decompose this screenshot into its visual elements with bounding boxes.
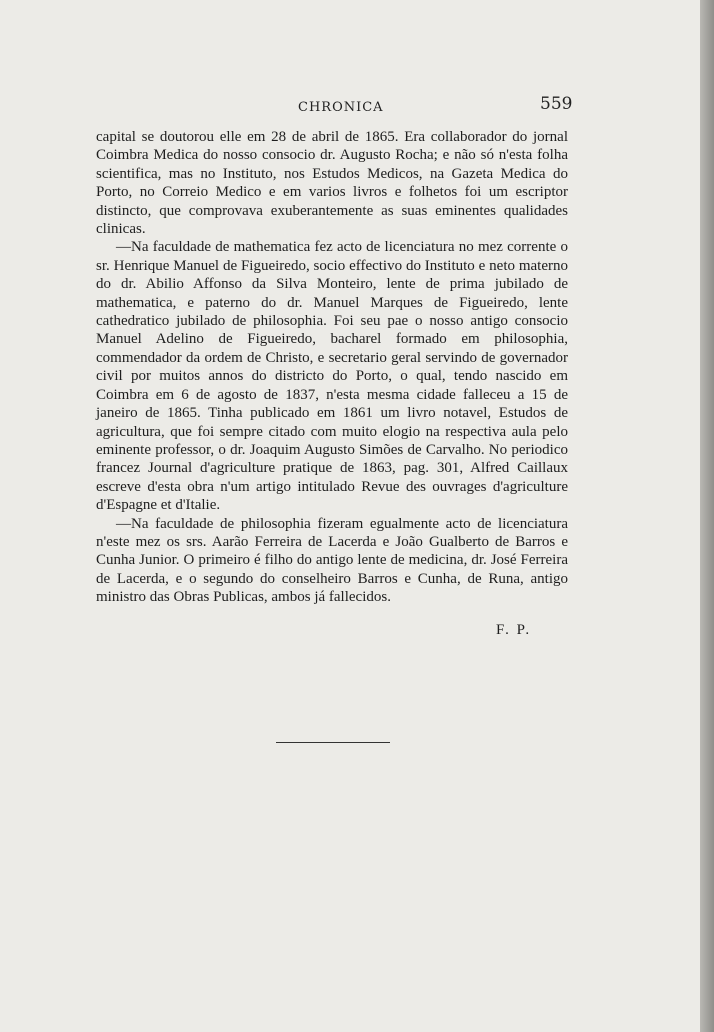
paragraph-continuation: capital se doutorou elle em 28 de abril de 1865. Era collaborador do jornal Coimbra Medica do nosso consocio dr. Augusto Rocha; e não só n'esta folha scientifica, mas no Instituto, nos Estudos Medicos, na Gazeta Medica do Porto, no Correio Medico e em varios livros e folhetos foi um escriptor distincto, que comprovava exuberantemente as suas eminentes qualidades clinicas. [96, 129, 568, 238]
section-divider [276, 742, 390, 743]
paragraph-philosophia: —Na faculdade de philosophia fizeram egualmente acto de licenciatura n'este mez os srs. Aarão Ferreira de Lacerda e João Gualberto de Barros e Cunha Junior. O primeiro é filho do antigo lente de medicina, dr. José Ferreira de Lacerda, e o segundo do conselheiro Barros e Cunha, de Runa, antigo ministro das Obras Publicas, ambos já fallecidos. [96, 515, 568, 606]
author-signature: F. P. [496, 622, 532, 638]
page-edge [700, 0, 714, 1032]
running-head: CHRONICA [298, 100, 384, 115]
page-number: 559 [540, 94, 573, 114]
paragraph-mathematica: —Na faculdade de mathematica fez acto de licenciatura no mez corrente o sr. Henrique Manuel de Figueiredo, socio effectivo do Instituto e neto materno do dr. Abilio Affonso da Silva Monteiro, lente de prima jubilado de mathematica, e paterno do dr. Manuel Marques de Figueiredo, lente cathedratico jubilado de philosophia. Foi seu pae o nosso antigo consocio Manuel Adelino de Figueiredo, bacharel formado em philosophia, commendador da ordem de Christo, e secretario geral servindo de governador civil por muitos annos do districto do Porto, o qual, tendo nascido em Coimbra em 6 de agosto de 1837, n'esta mesma cidade falleceu a 15 de janeiro de 1865. Tinha publicado em 1861 um livro notavel, Estudos de agricultura, que foi sempre citado com muito elogio na respectiva aula pelo eminente professor, o dr. Joaquim Augusto Simões de Carvalho. No periodico francez Journal d'agriculture pratique de 1863, pag. 301, Alfred Caillaux escreve d'esta obra n'um artigo intitulado Revue des ouvrages d'agriculture d'Espagne et d'Italie. [96, 239, 568, 514]
article-body [96, 128, 568, 607]
